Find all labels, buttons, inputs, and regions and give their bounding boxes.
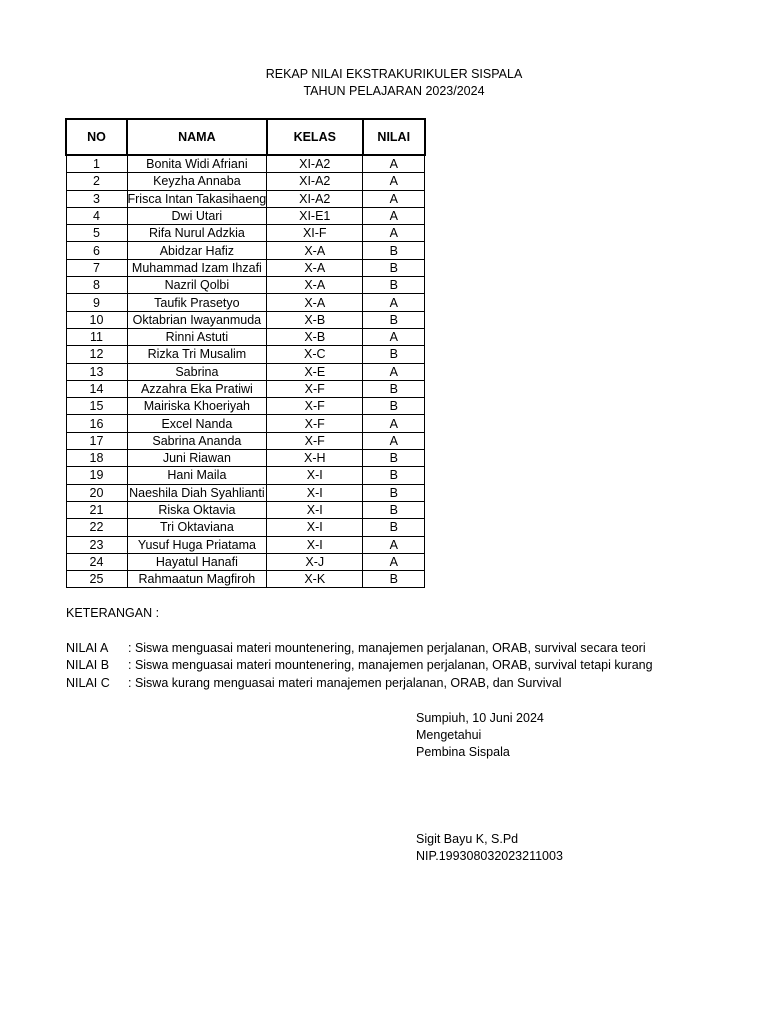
cell-kelas: X-I: [267, 484, 363, 501]
cell-kelas: X-B: [267, 311, 363, 328]
cell-nilai: A: [363, 536, 425, 553]
cell-no: 5: [66, 225, 127, 242]
cell-kelas: X-H: [267, 450, 363, 467]
cell-nilai: B: [363, 380, 425, 397]
cell-nama: Riska Oktavia: [127, 501, 267, 518]
table-row: [66, 380, 425, 397]
cell-no: 4: [66, 207, 127, 224]
column-header-no: NO: [66, 119, 127, 155]
table-row: [66, 277, 425, 294]
cell-kelas: XI-F: [267, 225, 363, 242]
cell-kelas: XI-A2: [267, 173, 363, 190]
cell-no: 23: [66, 536, 127, 553]
cell-kelas: XI-E1: [267, 207, 363, 224]
cell-no: 25: [66, 571, 127, 588]
table-row: [66, 571, 425, 588]
table-row: [66, 501, 425, 518]
legend-row-c: [66, 676, 664, 690]
cell-no: 10: [66, 311, 127, 328]
table-row: [66, 155, 425, 173]
legend-row-b: [66, 658, 664, 672]
cell-nilai: B: [363, 398, 425, 415]
cell-nama: Oktabrian Iwayanmuda: [127, 311, 267, 328]
cell-nama: Excel Nanda: [127, 415, 267, 432]
cell-kelas: X-C: [267, 346, 363, 363]
cell-no: 13: [66, 363, 127, 380]
cell-no: 6: [66, 242, 127, 259]
cell-nilai: B: [363, 259, 425, 276]
table-row: [66, 432, 425, 449]
cell-nama: Nazril Qolbi: [127, 277, 267, 294]
cell-kelas: X-J: [267, 553, 363, 570]
legend-title: KETERANGAN :: [66, 606, 160, 620]
column-header-nilai: NILAI: [363, 119, 425, 155]
cell-no: 18: [66, 450, 127, 467]
cell-kelas: X-I: [267, 501, 363, 518]
legend-label: NILAI B: [66, 658, 110, 672]
cell-kelas: X-E: [267, 363, 363, 380]
document-subtitle: TAHUN PELAJARAN 2023/2024: [303, 84, 485, 98]
cell-nilai: B: [363, 501, 425, 518]
cell-nama: Sabrina: [127, 363, 267, 380]
signature-place-date: Sumpiuh, 10 Juni 2024: [416, 711, 544, 725]
cell-nilai: B: [363, 242, 425, 259]
legend-row-a: [66, 641, 664, 655]
cell-nilai: A: [363, 225, 425, 242]
cell-nama: Abidzar Hafiz: [127, 242, 267, 259]
table-row: [66, 173, 425, 190]
signature-acknowledge: Mengetahui: [416, 728, 482, 742]
cell-nilai: A: [363, 432, 425, 449]
cell-no: 3: [66, 190, 127, 207]
cell-nama: Yusuf Huga Priatama: [127, 536, 267, 553]
cell-nama: Juni Riawan: [127, 450, 267, 467]
cell-no: 9: [66, 294, 127, 311]
cell-no: 12: [66, 346, 127, 363]
table-row: [66, 467, 425, 484]
cell-kelas: X-A: [267, 277, 363, 294]
cell-nama: Dwi Utari: [127, 207, 267, 224]
signature-nip: NIP.199308032023211003: [416, 849, 563, 863]
table-header-row: [66, 119, 425, 155]
cell-no: 8: [66, 277, 127, 294]
cell-no: 2: [66, 173, 127, 190]
cell-nilai: B: [363, 484, 425, 501]
cell-nama: Tri Oktaviana: [127, 519, 267, 536]
cell-no: 1: [66, 155, 127, 173]
cell-nilai: A: [363, 155, 425, 173]
cell-kelas: X-K: [267, 571, 363, 588]
cell-nama: Bonita Widi Afriani: [127, 155, 267, 173]
table-row: [66, 415, 425, 432]
cell-nilai: B: [363, 571, 425, 588]
table-row: [66, 553, 425, 570]
cell-kelas: X-B: [267, 328, 363, 345]
table-row: [66, 207, 425, 224]
cell-no: 7: [66, 259, 127, 276]
cell-nama: Rifa Nurul Adzkia: [127, 225, 267, 242]
cell-nama: Hani Maila: [127, 467, 267, 484]
table-row: [66, 346, 425, 363]
cell-kelas: X-I: [267, 467, 363, 484]
legend-description: : Siswa menguasai materi mountenering, manajemen perjalanan, ORAB, survival tetapi kurang: [128, 658, 653, 672]
cell-no: 20: [66, 484, 127, 501]
cell-nilai: B: [363, 450, 425, 467]
cell-nama: Azzahra Eka Pratiwi: [127, 380, 267, 397]
legend-description: : Siswa kurang menguasai materi manajemen perjalanan, ORAB, dan Survival: [128, 676, 562, 690]
cell-nilai: B: [363, 467, 425, 484]
cell-no: 15: [66, 398, 127, 415]
cell-nilai: A: [363, 173, 425, 190]
cell-nama: Sabrina Ananda: [127, 432, 267, 449]
cell-nilai: A: [363, 363, 425, 380]
table-row: [66, 450, 425, 467]
grade-table: [65, 118, 426, 588]
cell-kelas: XI-A2: [267, 155, 363, 173]
cell-nilai: B: [363, 277, 425, 294]
legend-label: NILAI C: [66, 676, 110, 690]
column-header-kelas: KELAS: [267, 119, 363, 155]
cell-nama: Mairiska Khoeriyah: [127, 398, 267, 415]
cell-kelas: X-A: [267, 259, 363, 276]
cell-nama: Rizka Tri Musalim: [127, 346, 267, 363]
table-row: [66, 398, 425, 415]
cell-nilai: A: [363, 553, 425, 570]
table-row: [66, 519, 425, 536]
table-row: [66, 311, 425, 328]
cell-nama: Hayatul Hanafi: [127, 553, 267, 570]
cell-no: 17: [66, 432, 127, 449]
cell-nilai: A: [363, 294, 425, 311]
cell-no: 22: [66, 519, 127, 536]
cell-nama: Rinni Astuti: [127, 328, 267, 345]
cell-kelas: X-I: [267, 519, 363, 536]
signature-name: Sigit Bayu K, S.Pd: [416, 832, 519, 846]
table-row: [66, 190, 425, 207]
table-row: [66, 363, 425, 380]
cell-no: 16: [66, 415, 127, 432]
cell-nama: Taufik Prasetyo: [127, 294, 267, 311]
cell-kelas: X-F: [267, 380, 363, 397]
cell-nilai: A: [363, 328, 425, 345]
table-row: [66, 484, 425, 501]
cell-kelas: X-F: [267, 398, 363, 415]
cell-no: 19: [66, 467, 127, 484]
table-row: [66, 225, 425, 242]
cell-nama: Keyzha Annaba: [127, 173, 267, 190]
cell-kelas: X-A: [267, 294, 363, 311]
legend-description: : Siswa menguasai materi mountenering, manajemen perjalanan, ORAB, survival secara teori: [128, 641, 646, 655]
cell-nilai: B: [363, 346, 425, 363]
cell-kelas: X-I: [267, 536, 363, 553]
cell-no: 11: [66, 328, 127, 345]
legend-label: NILAI A: [66, 641, 109, 655]
cell-nilai: B: [363, 519, 425, 536]
cell-nilai: A: [363, 190, 425, 207]
cell-kelas: X-A: [267, 242, 363, 259]
cell-kelas: X-F: [267, 432, 363, 449]
table-row: [66, 259, 425, 276]
cell-kelas: X-F: [267, 415, 363, 432]
cell-nama: Frisca Intan Takasihaeng: [127, 191, 267, 206]
cell-no: 14: [66, 380, 127, 397]
signature-role: Pembina Sispala: [416, 745, 510, 759]
cell-no: 21: [66, 501, 127, 518]
table-row: [66, 536, 425, 553]
cell-no: 24: [66, 553, 127, 570]
table-row: [66, 328, 425, 345]
cell-nilai: A: [363, 207, 425, 224]
cell-nilai: B: [363, 311, 425, 328]
cell-nama: Naeshila Diah Syahlianti: [127, 484, 267, 501]
document-title: REKAP NILAI EKSTRAKURIKULER SISPALA: [265, 67, 523, 81]
column-header-nama: NAMA: [127, 119, 267, 155]
cell-nama: Muhammad Izam Ihzafi: [127, 259, 267, 276]
table-row: [66, 294, 425, 311]
cell-nama: Rahmaatun Magfiroh: [127, 571, 267, 588]
cell-kelas: XI-A2: [267, 190, 363, 207]
cell-nilai: A: [363, 415, 425, 432]
table-row: [66, 242, 425, 259]
